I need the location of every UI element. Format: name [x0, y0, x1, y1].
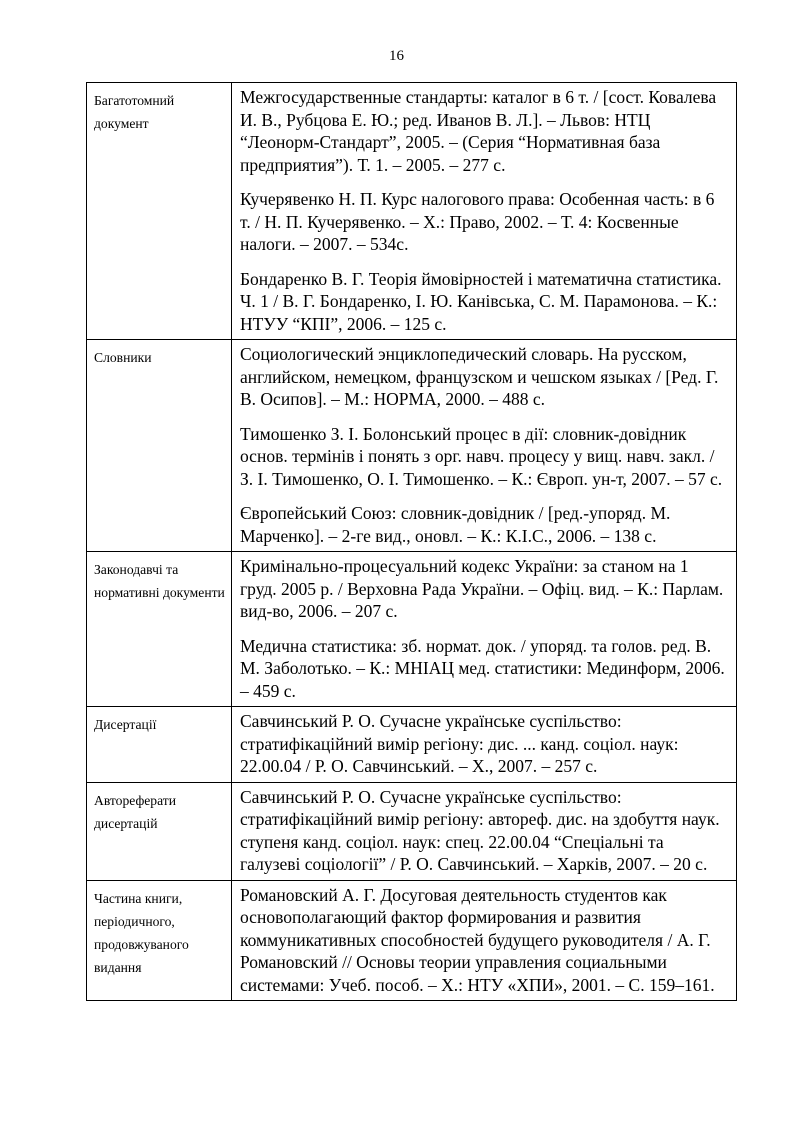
table-row	[87, 340, 737, 552]
bibliographic-entry: Романовский А. Г. Досуговая деятельность студентов как основополагающий фактор формирования и развития коммуникативных способностей будущего руководителя / А. Г. Романовский // Основы теории управления социальными системами: Учеб. пособ. – Х.: НТУ «ХПИ», 2001. – С. 159–161.	[240, 884, 715, 995]
page-number: 16	[389, 48, 404, 64]
table-row	[87, 552, 737, 707]
document-type-label: Дисертації	[87, 707, 232, 783]
bibliographic-entry: Савчинський Р. О. Сучасне українське суспільство: стратифікаційний вимір регіону: автореф. дис. на здобуття наук. ступеня канд. соціол. наук: спец. 22.00.04 “Спеціальні та галузеві соціології” / Р. О. Савчинський. – Харків, 2007. – 20 с.	[240, 786, 720, 874]
document-type-label: Багатотомний документ	[87, 83, 232, 340]
entries-cell	[232, 552, 737, 707]
document-type-label: Частина книги, періодичного, продовжуваного видання	[87, 880, 232, 1001]
bibliographic-entry: Савчинський Р. О. Сучасне українське суспільство: стратифікаційний вимір регіону: дис. ... канд. соціол. наук: 22.00.04 / Р. О. Савчинський. – Х., 2007. – 257 с.	[240, 711, 679, 776]
table-row	[87, 782, 737, 880]
entries-cell	[232, 83, 737, 340]
table-row	[87, 83, 737, 340]
document-type-label: Автореферати дисертацій	[87, 782, 232, 880]
bibliographic-entry: Кримінально-процесуальний кодекс України: за станом на 1 груд. 2005 р. / Верховна Рада України. – Офіц. вид. – К.: Парлам. вид-во, 2006. – 207 с.	[240, 556, 724, 621]
table-row	[87, 880, 737, 1001]
document-type-label: Законодавчі та нормативні документи	[87, 552, 232, 707]
bibliographic-entry: Кучерявенко Н. П. Курс налогового права: Особенная часть: в 6 т. / Н. П. Кучерявенко. – Х.: Право, 2002. – Т. 4: Косвенные налоги. – 2007. – 534с.	[240, 189, 715, 254]
bibliographic-entry: Європейський Союз: словник-довідник / [ред.-упоряд. М. Марченко]. – 2-ге вид., оновл. – К.: К.І.С., 2006. – 138 с.	[240, 503, 671, 546]
table-row	[87, 707, 737, 783]
bibliographic-entry: Медична статистика: зб. нормат. док. / упоряд. та голов. ред. В. М. Заболотько. – К.: МНІАЦ мед. статистики: Мединформ, 2006. – 459 с.	[240, 635, 725, 701]
bibliographic-entry: Межгосударственные стандарты: каталог в 6 т. / [сост. Ковалева И. В., Рубцова Е. Ю.; ред. Иванов В. Л.]. – Львов: НТЦ “Леонорм-Стандарт”, 2005. – (Серия “Нормативная база предприятия”). Т. 1. – 2005. – 277 с.	[240, 87, 717, 175]
entries-cell	[232, 707, 737, 783]
entries-cell	[232, 782, 737, 880]
bibliographic-entry: Тимошенко З. І. Болонський процес в дії: словник-довідник основ. термінів і понять з орг. навч. процесу у вищ. навч. закл. / З. І. Тимошенко, О. І. Тимошенко. – К.: Європ. ун-т, 2007. – 57 с.	[240, 423, 723, 489]
bibliographic-entry: Социологический энциклопедический словарь. На русском, английском, немецком, французском и чешском языках / [Ред. Г. В. Осипов]. – М.: НОРМА, 2000. – 488 с.	[240, 344, 719, 409]
entries-cell	[232, 340, 737, 552]
bibliography-table	[86, 82, 737, 1001]
entries-cell	[232, 880, 737, 1001]
document-type-label: Словники	[87, 340, 232, 552]
bibliographic-entry: Бондаренко В. Г. Теорія ймовірностей і математична статистика. Ч. 1 / В. Г. Бондаренко, І. Ю. Канівська, С. М. Парамонова. – К.: НТУУ “КПІ”, 2006. – 125 с.	[240, 268, 722, 334]
